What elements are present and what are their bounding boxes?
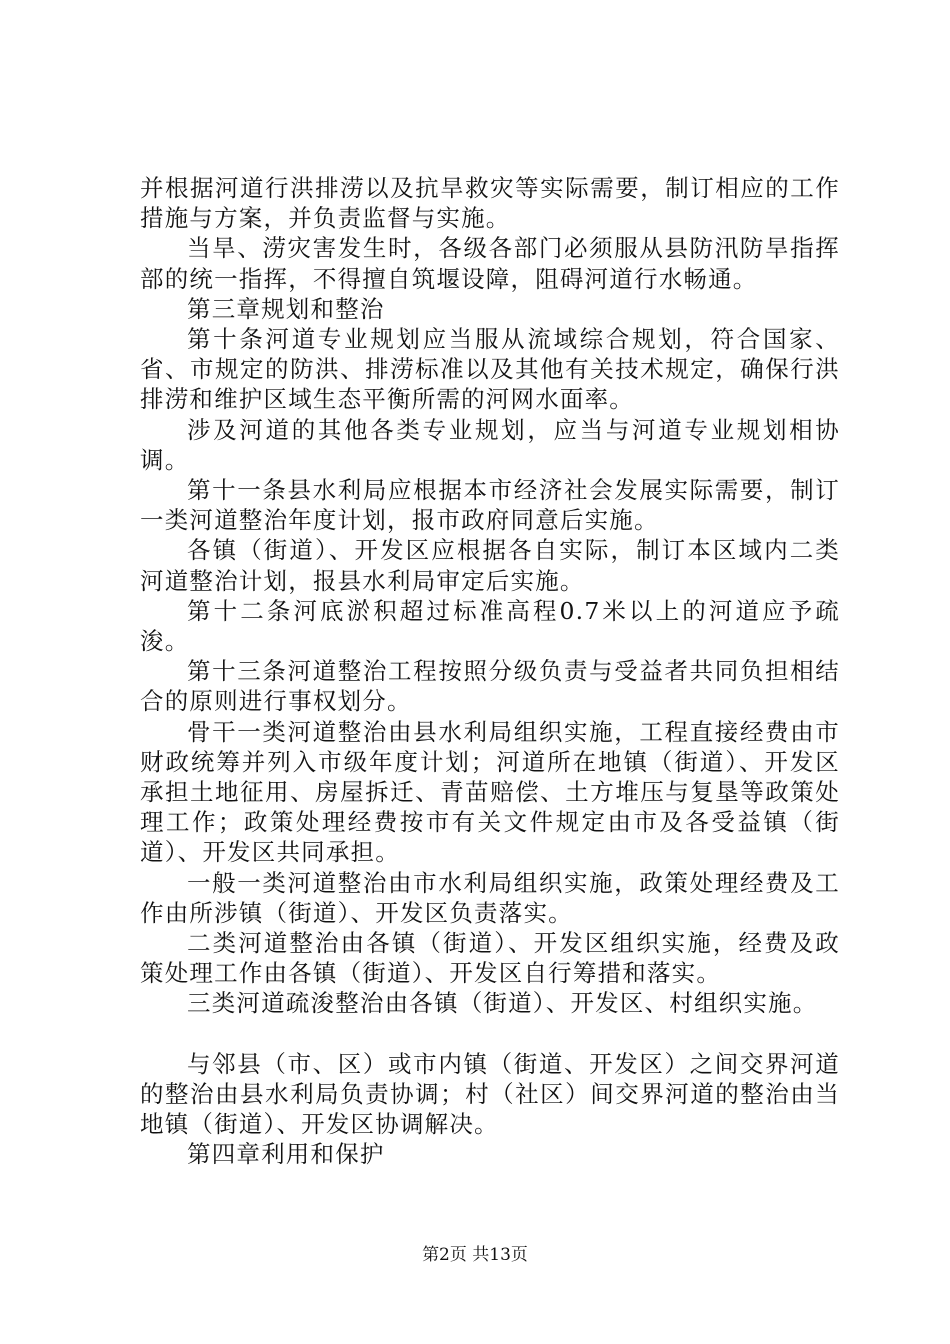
paragraph: 二类河道整治由各镇（街道）、开发区组织实施，经费及政策处理工作由各镇（街道）、开发区自行筹措和落实。 xyxy=(140,929,840,988)
chapter-heading: 第三章规划和整治 xyxy=(187,294,385,323)
article-paragraph: 第十三条河道整治工程按照分级负责与受益者共同负担相结合的原则进行事权划分。 xyxy=(140,657,840,716)
article-paragraph: 第十一条县水利局应根据本市经济社会发展实际需要，制订一类河道整治年度计划，报市政府同意后实施。 xyxy=(140,476,840,535)
paragraph: 涉及河道的其他各类专业规划，应当与河道专业规划相协调。 xyxy=(140,415,840,474)
article-paragraph: 第十二条河底淤积超过标准高程0.7米以上的河道应予疏浚。 xyxy=(140,596,840,656)
paragraph: 当旱、涝灾害发生时，各级各部门必须服从县防汛防旱指挥部的统一指挥，不得擅自筑堰设障，阻碍河道行水畅通。 xyxy=(140,234,840,293)
chapter-heading: 第四章利用和保护 xyxy=(187,1140,385,1169)
paragraph: 骨干一类河道整治由县水利局组织实施，工程直接经费由市财政统筹并列入市级年度计划；河道所在地镇（街道）、开发区承担土地征用、房屋拆迁、青苗赔偿、土方堆压与复垦等政策处理工作；政策处理经费按市有关文件规定由市及各受益镇（街道）、开发区共同承担。 xyxy=(140,717,840,867)
article-paragraph: 第十条河道专业规划应当服从流域综合规划，符合国家、省、市规定的防洪、排涝标准以及其他有关技术规定，确保行洪排涝和维护区域生态平衡所需的河网水面率。 xyxy=(140,325,840,414)
paragraph: 与邻县（市、区）或市内镇（街道、开发区）之间交界河道的整治由县水利局负责协调；村（社区）间交界河道的整治由当地镇（街道）、开发区协调解决。 xyxy=(140,1049,840,1139)
page-number-footer: 第2页 共13页 xyxy=(422,1245,528,1265)
paragraph: 各镇（街道）、开发区应根据各自实际，制订本区域内二类河道整治计划，报县水利局审定后实施。 xyxy=(140,536,840,595)
paragraph: 三类河道疏浚整治由各镇（街道）、开发区、村组织实施。 xyxy=(187,989,818,1018)
document-body xyxy=(140,173,840,1170)
paragraph: 一般一类河道整治由市水利局组织实施，政策处理经费及工作由所涉镇（街道）、开发区负责落实。 xyxy=(140,868,840,927)
paragraph-continuation: 并根据河道行洪排涝以及抗旱救灾等实际需要，制订相应的工作措施与方案，并负责监督与实施。 xyxy=(140,174,840,233)
